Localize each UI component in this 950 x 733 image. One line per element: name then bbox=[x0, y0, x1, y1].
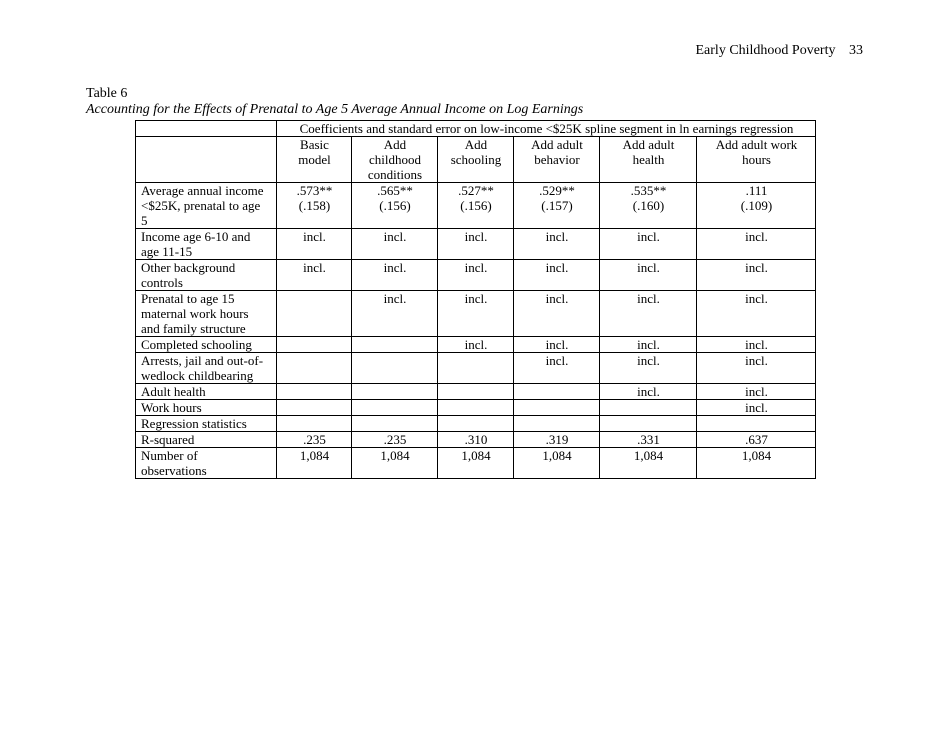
table-cell bbox=[438, 400, 514, 416]
cell-line: incl. bbox=[637, 384, 660, 399]
table-cell bbox=[697, 384, 816, 400]
table-cell bbox=[514, 353, 600, 384]
row-label bbox=[136, 448, 277, 479]
table-cell bbox=[438, 384, 514, 400]
table-cell bbox=[438, 353, 514, 384]
table-cell bbox=[600, 448, 697, 479]
table-cell bbox=[514, 337, 600, 353]
column-header bbox=[600, 137, 697, 183]
table-cell bbox=[352, 183, 438, 229]
table-cell bbox=[352, 229, 438, 260]
column-header bbox=[514, 137, 600, 183]
row-label-line: Prenatal to age 15 bbox=[141, 291, 235, 306]
table-cell bbox=[277, 291, 352, 337]
cell-line: incl. bbox=[383, 229, 407, 244]
cell-line: incl. bbox=[545, 260, 569, 275]
row-label-line: maternal work hours bbox=[141, 306, 249, 321]
row-label-line: Income age 6-10 and bbox=[141, 229, 251, 244]
column-header-line: behavior bbox=[534, 152, 580, 167]
row-label-line: Completed schooling bbox=[141, 337, 252, 352]
table-cell bbox=[514, 416, 600, 432]
spanning-header: Coefficients and standard error on low-income <$25K spline segment in ln earnings regression bbox=[277, 121, 816, 137]
row-label bbox=[136, 229, 277, 260]
table-row bbox=[136, 260, 816, 291]
row-label-line: <$25K, prenatal to age bbox=[141, 198, 261, 213]
table-row bbox=[136, 291, 816, 337]
table-body bbox=[136, 121, 816, 479]
table-cell bbox=[438, 183, 514, 229]
table-cell bbox=[514, 260, 600, 291]
row-label-line: Other background bbox=[141, 260, 236, 275]
column-header-line: health bbox=[632, 152, 665, 167]
spanning-header-row bbox=[136, 121, 816, 137]
table-cell bbox=[277, 337, 352, 353]
table-cell bbox=[277, 400, 352, 416]
row-label-line: wedlock childbearing bbox=[141, 368, 254, 383]
table-cell bbox=[438, 448, 514, 479]
cell-line: .319 bbox=[545, 432, 569, 447]
cell-line: .111 bbox=[745, 183, 768, 198]
cell-line: incl. bbox=[745, 291, 768, 306]
row-label-line: R-squared bbox=[141, 432, 195, 447]
table-cell bbox=[352, 260, 438, 291]
table-row bbox=[136, 337, 816, 353]
row-label-line: controls bbox=[141, 275, 183, 290]
table-row bbox=[136, 384, 816, 400]
cell-line: .331 bbox=[637, 432, 660, 447]
cell-line: 1,084 bbox=[542, 448, 572, 463]
row-label-line: Arrests, jail and out-of- bbox=[141, 353, 264, 368]
column-header bbox=[697, 137, 816, 183]
row-label bbox=[136, 260, 277, 291]
header-corner-cell bbox=[136, 137, 277, 183]
column-header-line: model bbox=[298, 152, 331, 167]
table-cell bbox=[697, 229, 816, 260]
column-header-line: schooling bbox=[450, 152, 502, 167]
column-header bbox=[352, 137, 438, 183]
table-cell bbox=[438, 291, 514, 337]
cell-line: 1,084 bbox=[299, 448, 330, 463]
cell-line: incl. bbox=[464, 229, 488, 244]
row-label-line: Regression statistics bbox=[141, 416, 247, 431]
cell-line: incl. bbox=[637, 337, 660, 352]
cell-line: incl. bbox=[745, 229, 768, 244]
column-header-line: Add adult work bbox=[715, 137, 798, 152]
table-cell bbox=[514, 291, 600, 337]
table-cell bbox=[697, 416, 816, 432]
column-header-line: Add bbox=[383, 137, 407, 152]
row-label-line: 5 bbox=[141, 213, 148, 228]
row-label-line: and family structure bbox=[141, 321, 246, 336]
table-cell bbox=[277, 229, 352, 260]
table-cell bbox=[352, 291, 438, 337]
table-cell bbox=[600, 337, 697, 353]
row-label bbox=[136, 384, 277, 400]
cell-line: .235 bbox=[383, 432, 407, 447]
cell-line: incl. bbox=[545, 353, 569, 368]
table-cell bbox=[697, 291, 816, 337]
cell-line: incl. bbox=[545, 337, 569, 352]
cell-line: .310 bbox=[464, 432, 488, 447]
table-cell bbox=[438, 416, 514, 432]
page-number: 33 bbox=[849, 43, 863, 58]
row-label-line: Work hours bbox=[141, 400, 202, 415]
cell-line: incl. bbox=[637, 353, 660, 368]
row-label bbox=[136, 291, 277, 337]
cell-line: 1,084 bbox=[741, 448, 772, 463]
table-cell bbox=[600, 384, 697, 400]
table-cell bbox=[352, 416, 438, 432]
table-cell bbox=[438, 337, 514, 353]
table-cell bbox=[352, 432, 438, 448]
table-cell bbox=[514, 400, 600, 416]
cell-line: incl. bbox=[464, 291, 488, 306]
table-cell bbox=[438, 260, 514, 291]
table-cell bbox=[438, 229, 514, 260]
table-cell bbox=[352, 353, 438, 384]
cell-line: incl. bbox=[745, 260, 768, 275]
table-cell bbox=[438, 432, 514, 448]
column-header bbox=[277, 137, 352, 183]
row-label bbox=[136, 337, 277, 353]
table-cell bbox=[600, 260, 697, 291]
table-row bbox=[136, 432, 816, 448]
column-header-row bbox=[136, 137, 816, 183]
cell-line: .529** bbox=[539, 183, 575, 198]
table-cell bbox=[352, 337, 438, 353]
table-title: Accounting for the Effects of Prenatal to Age 5 Average Annual Income on Log Earnings bbox=[86, 102, 584, 117]
row-label bbox=[136, 416, 277, 432]
cell-line: .235 bbox=[303, 432, 326, 447]
column-header-line: Basic bbox=[300, 137, 329, 152]
table-cell bbox=[697, 260, 816, 291]
cell-line: incl. bbox=[383, 260, 407, 275]
table-cell bbox=[600, 353, 697, 384]
table-cell bbox=[277, 260, 352, 291]
table-cell bbox=[277, 353, 352, 384]
cell-line: incl. bbox=[745, 400, 768, 415]
cell-line: incl. bbox=[745, 353, 768, 368]
row-label bbox=[136, 400, 277, 416]
cell-line: incl. bbox=[637, 229, 660, 244]
table-cell bbox=[352, 448, 438, 479]
cell-line: incl. bbox=[464, 337, 488, 352]
cell-line: .565** bbox=[377, 183, 413, 198]
cell-line: .573** bbox=[296, 183, 333, 198]
column-header-line: Add adult bbox=[622, 137, 675, 152]
cell-line: 1,084 bbox=[380, 448, 410, 463]
table-cell bbox=[277, 416, 352, 432]
table-cell bbox=[277, 183, 352, 229]
cell-line: incl. bbox=[637, 291, 660, 306]
table-cell bbox=[600, 229, 697, 260]
table-row bbox=[136, 416, 816, 432]
header-corner-cell bbox=[136, 121, 277, 137]
table-cell bbox=[600, 432, 697, 448]
table-label: Table 6 bbox=[86, 86, 128, 101]
row-label-line: Average annual income bbox=[141, 183, 264, 198]
table-cell bbox=[277, 432, 352, 448]
table-cell bbox=[514, 229, 600, 260]
running-title: Early Childhood Poverty bbox=[695, 43, 836, 58]
row-label bbox=[136, 353, 277, 384]
column-header-line: hours bbox=[742, 152, 771, 167]
cell-line: (.156) bbox=[379, 198, 411, 213]
cell-line: (.157) bbox=[541, 198, 573, 213]
table-row bbox=[136, 448, 816, 479]
table-cell bbox=[277, 448, 352, 479]
column-header-line: Add bbox=[464, 137, 488, 152]
cell-line: (.158) bbox=[298, 198, 331, 213]
column-header-line: childhood bbox=[369, 152, 421, 167]
table-cell bbox=[277, 384, 352, 400]
column-header bbox=[438, 137, 514, 183]
table-cell bbox=[514, 448, 600, 479]
table-cell bbox=[697, 432, 816, 448]
table-cell bbox=[697, 337, 816, 353]
row-label-line: observations bbox=[141, 463, 207, 478]
cell-line: (.160) bbox=[632, 198, 665, 213]
column-header-line: Add adult bbox=[531, 137, 583, 152]
table-row bbox=[136, 353, 816, 384]
cell-line: 1,084 bbox=[633, 448, 664, 463]
table-cell bbox=[600, 291, 697, 337]
running-head bbox=[696, 43, 864, 59]
cell-line: incl. bbox=[464, 260, 488, 275]
table-row bbox=[136, 229, 816, 260]
regression-table bbox=[135, 120, 816, 479]
cell-line: 1,084 bbox=[461, 448, 491, 463]
cell-line: incl. bbox=[383, 291, 407, 306]
cell-line: incl. bbox=[745, 337, 768, 352]
cell-line: .535** bbox=[630, 183, 667, 198]
table-cell bbox=[697, 183, 816, 229]
row-label bbox=[136, 183, 277, 229]
cell-line: (.156) bbox=[460, 198, 492, 213]
table-row bbox=[136, 400, 816, 416]
table-cell bbox=[600, 183, 697, 229]
table-cell bbox=[514, 432, 600, 448]
table-row bbox=[136, 183, 816, 229]
table-cell bbox=[352, 384, 438, 400]
cell-line: incl. bbox=[545, 229, 569, 244]
table-cell bbox=[600, 416, 697, 432]
cell-line: .637 bbox=[745, 432, 768, 447]
table-cell bbox=[352, 400, 438, 416]
row-label bbox=[136, 432, 277, 448]
cell-line: (.109) bbox=[740, 198, 773, 213]
row-label-line: Adult health bbox=[141, 384, 206, 399]
cell-line: incl. bbox=[637, 260, 660, 275]
column-header-line: conditions bbox=[367, 167, 423, 182]
table-cell bbox=[697, 400, 816, 416]
table-cell bbox=[514, 183, 600, 229]
cell-line: incl. bbox=[303, 229, 326, 244]
table-cell bbox=[697, 353, 816, 384]
table-cell bbox=[600, 400, 697, 416]
row-label-line: age 11-15 bbox=[141, 244, 193, 259]
cell-line: incl. bbox=[303, 260, 326, 275]
table-cell bbox=[514, 384, 600, 400]
cell-line: incl. bbox=[545, 291, 569, 306]
table-cell bbox=[697, 448, 816, 479]
row-label-line: Number of bbox=[141, 448, 198, 463]
cell-line: .527** bbox=[458, 183, 494, 198]
cell-line: incl. bbox=[745, 384, 768, 399]
